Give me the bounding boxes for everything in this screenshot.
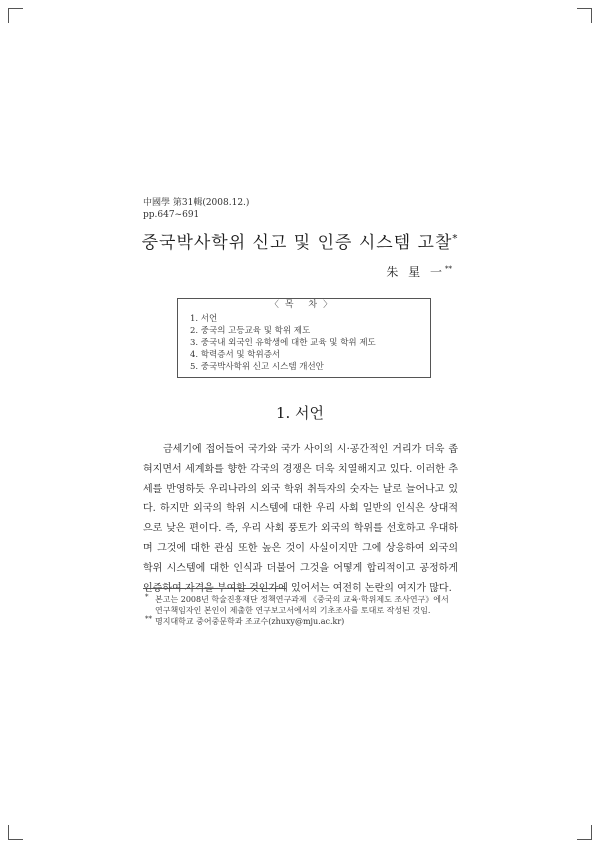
page-corner-mark [8, 8, 23, 23]
footnotes [143, 594, 458, 627]
toc-item: 1. 서언 [190, 314, 218, 324]
journal-citation [143, 197, 249, 221]
title-footnote-mark: * [452, 233, 459, 245]
toc-item: 5. 중국박사학위 신고 시스템 개선안 [190, 362, 324, 372]
toc-heading: 〈목 차〉 [260, 300, 348, 310]
footnote-text: 명지대학교 중어중문학과 조교수(zhuxy@mju.ac.kr) [155, 617, 345, 626]
journal-issue: 中國學 第31輯(2008.12.) [143, 198, 250, 208]
author-name [386, 263, 452, 280]
body-paragraph: 금세기에 접어들어 국가와 국가 사이의 시·공간적인 거리가 더욱 좁혀지면서 세계화를 향한 각국의 경쟁은 더욱 치열해지고 있다. 이러한 추세를 반영하듯 우리나라의 외국 학위 취득자의 숫자는 날로 늘어나고 있다. 하지만 외국의 학위 시스템에 대한 우리 사회 일반의 인식은 상대적으로 낮은 편이다. 즉, 우리 사회 풍토가 외국의 학위를 선호하고 우대하며 그것에 대한 관심 또한 높은 것이 사실이지만 그에 상응하여 외국의 학위 시스템에 대한 인식과 더불어 그것을 어떻게 합리적이고 공정하게 인증하여 자격을 부여할 것인가에 있어서는 여전히 논란의 여지가 많다. [143, 444, 458, 594]
section-heading: 1. 서언 [275, 404, 325, 422]
page-corner-mark [8, 825, 23, 840]
page-corner-mark [577, 8, 592, 23]
toc-item: 2. 중국의 고등교육 및 학위 제도 [190, 326, 311, 336]
footnote-mark: ** [145, 615, 152, 623]
footnote-divider [143, 588, 286, 589]
toc-item: 3. 중국내 외국인 유학생에 대한 교육 및 학위 제도 [190, 338, 376, 348]
paper-title-text: 중국박사학위 신고 및 인증 시스템 고찰 [141, 233, 453, 253]
footnote [143, 594, 458, 616]
footnote-mark: * [145, 593, 149, 601]
footnote [143, 616, 458, 627]
table-of-contents [177, 298, 431, 378]
author-footnote-mark: ** [445, 265, 452, 273]
toc-list [190, 313, 376, 373]
page-corner-mark [577, 825, 592, 840]
toc-item: 4. 학력증서 및 학위증서 [190, 350, 281, 360]
author-name-text: 朱 星 一 [386, 265, 445, 279]
paper-title [0, 228, 600, 253]
journal-pages: pp.647~691 [143, 210, 200, 220]
footnote-text: 본고는 2008년 학술진흥재단 정책연구과제 《중국의 교육·학위제도 조사연구》에서 연구책임자인 본인이 제출한 연구보고서에서의 기초조사를 토대로 작성된 것임. [155, 595, 449, 615]
